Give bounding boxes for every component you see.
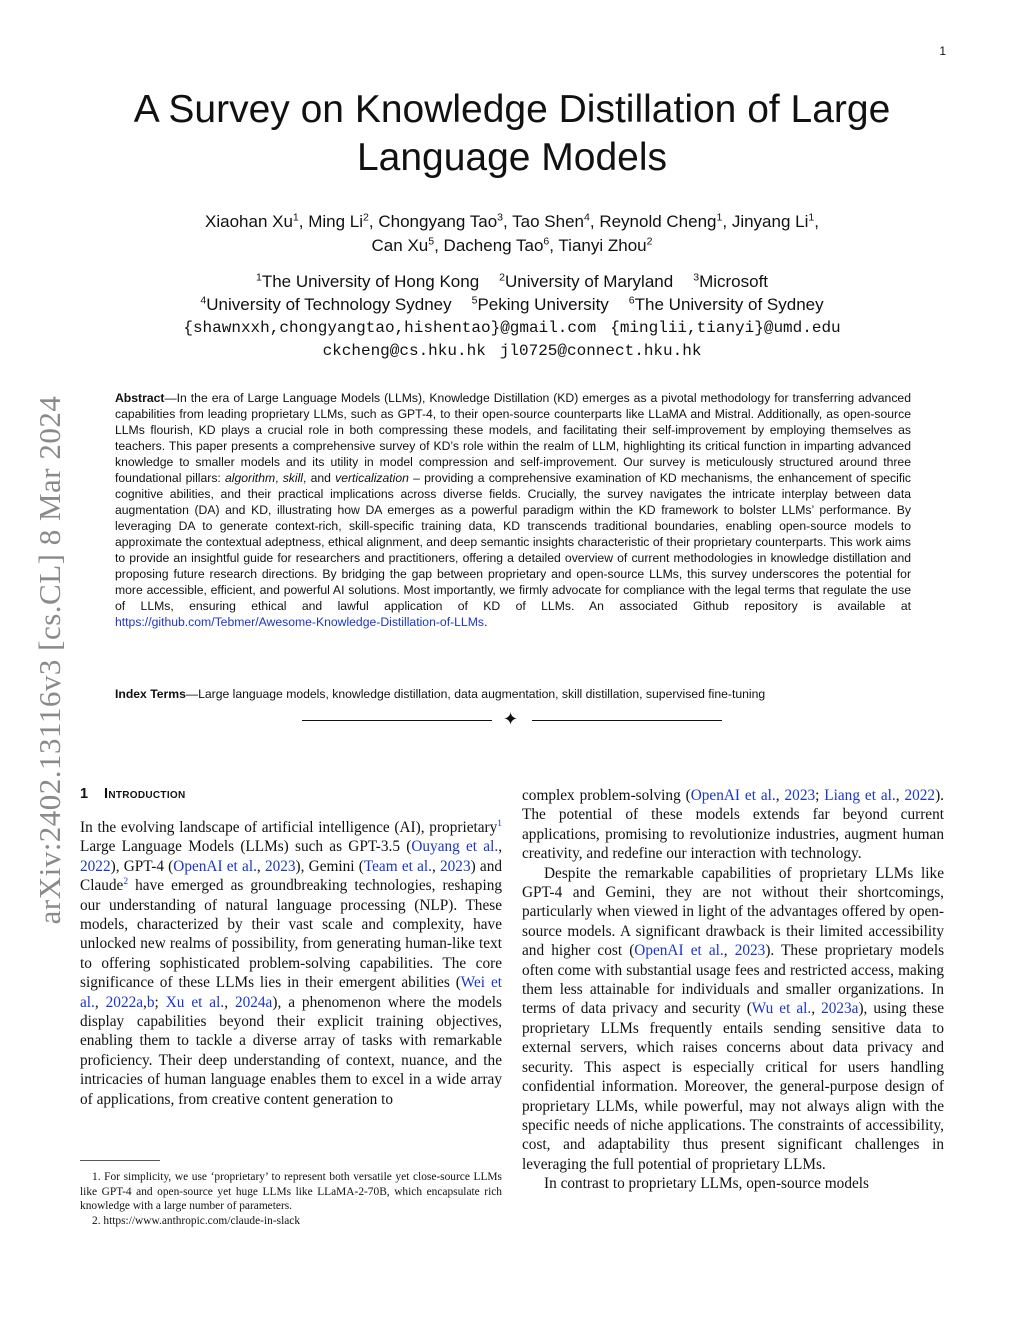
author-name: Ming Li: [308, 212, 364, 231]
affiliation-line-1: [80, 272, 944, 292]
citation-link[interactable]: 2023: [734, 942, 766, 960]
author-affiliation-mark: 4: [584, 211, 590, 224]
affiliation-name: Microsoft: [699, 272, 769, 291]
citation-link[interactable]: 2023: [264, 857, 296, 875]
email-line-2: [80, 342, 944, 360]
arxiv-stamp-text: arXiv:2402.13116v3 [cs.CL] 8 Mar 2024: [32, 395, 67, 925]
paragraph: [522, 1174, 944, 1193]
section-divider: [302, 709, 722, 729]
page-number: 1: [939, 44, 946, 58]
footnote-ref[interactable]: 1: [497, 818, 502, 829]
pillar-term: verticalization: [335, 471, 409, 485]
citation-link[interactable]: 2023: [784, 787, 816, 804]
abstract-text: – providing a comprehensive examination of KD mechanisms, the enhancement of specific cognitive abilities, and their practical implications across diverse fields. Crucially, the survey navigates the intricate interplay between data augmentation (DA) and KD, illustrating how DA emerges as a powerful paradigm within the KD framework to bolster LLMs’ performance. By leveraging DA to generate context-rich, skill-specific training data, KD transcends traditional boundaries, enabling open-source models to approximate the contextual adeptness, ethical alignment, and deep semantic insights characteristic of their proprietary counterparts. This work aims to provide an insightful guide for researchers and practitioners, offering a detailed overview of current methodologies in knowledge distillation and proposing future research directions. By bridging the gap between proprietary and open-source LLMs, this survey underscores the potential for more accessible, efficient, and powerful AI solutions. Most importantly, we firmly advocate for compliance with the legal terms that regulate the use of LLMs, ensuring ethical and lawful application of KD of LLMs. An associated Github repository is available at: [115, 471, 912, 613]
citation-link[interactable]: 2023a: [821, 1000, 859, 1018]
author-name: Reynold Cheng: [599, 212, 717, 231]
author-name: Can Xu: [371, 236, 429, 255]
body-text: ,: [895, 787, 905, 804]
citation-link[interactable]: 2022: [80, 857, 111, 875]
citation-link[interactable]: 2023: [440, 857, 471, 875]
author-name: Chongyang Tao: [378, 212, 498, 231]
author-affiliation-mark: 1: [808, 211, 815, 224]
citation-link[interactable]: Team et al.: [363, 857, 432, 875]
affiliation-name: The University of Sydney: [634, 295, 824, 314]
citation-link[interactable]: OpenAI et al.: [690, 787, 776, 804]
abstract-text: , and: [303, 471, 336, 485]
pillar-term: algorithm: [225, 471, 276, 485]
body-text: Large Language Models (LLMs) such as GPT-3.5 (: [80, 838, 412, 856]
body-text: have emerged as groundbreaking technologies, reshaping our understanding of natural language processing (NLP). These models, characterized by their vast scale and complexity, have unlocked new realms of possibility, from generating human-like text to offering sophisticated problem-solving capabilities. The core significance of these LLMs lies in their emergent abilities (: [80, 877, 502, 992]
body-text: ,: [723, 942, 735, 960]
paragraph: [80, 818, 502, 1109]
footnote: 2. https://www.anthropic.com/claude-in-slack: [92, 1214, 301, 1227]
footnote-ref[interactable]: 2: [123, 877, 129, 888]
citation-link[interactable]: 2022a: [105, 993, 144, 1011]
citation-link[interactable]: 2024a: [234, 993, 273, 1011]
paragraph: [522, 786, 944, 864]
body-text: ,: [775, 787, 785, 804]
affiliation-name: University of Maryland: [505, 272, 674, 291]
email-address: jl0725@connect.hku.hk: [499, 342, 702, 360]
citation-link[interactable]: OpenAI et al.: [173, 857, 257, 875]
abstract-text: ,: [275, 471, 283, 485]
author-affiliation-mark: 3: [497, 211, 504, 224]
author-name: Xiaohan Xu: [205, 212, 293, 231]
body-text: ,: [256, 857, 265, 875]
email-address: ckcheng@cs.hku.hk: [322, 342, 486, 360]
citation-link[interactable]: 2022: [904, 787, 936, 804]
abstract-label: Abstract: [115, 391, 165, 405]
citation-link[interactable]: Wu et al.: [751, 1000, 812, 1018]
citation-link[interactable]: Liang et al.: [824, 787, 896, 804]
body-text: ,: [224, 993, 235, 1011]
affiliation-name: University of Technology Sydney: [206, 295, 452, 314]
affiliation-number: 5: [471, 294, 478, 307]
affiliation-number: 3: [693, 271, 700, 284]
affiliation-number: 6: [628, 294, 635, 307]
author-line-1: Xiaohan Xu$^1$, Ming Li$^2$, Chongyang Tao$^3$, Tao Shen$^4$, Reynold Cheng$^1$, Jinyang Li$^1$,: [205, 211, 819, 231]
body-text: ), Gemini (: [295, 857, 364, 875]
affiliation-number: 4: [200, 294, 207, 307]
affiliation-number: 1: [255, 271, 262, 284]
github-repo-link[interactable]: https://github.com/Tebmer/Awesome-Knowledge-Distillation-of-LLMs: [115, 615, 484, 629]
body-text: ;: [815, 787, 825, 804]
affiliation-line-2: [80, 295, 944, 315]
author-affiliation-mark: 6: [543, 235, 550, 248]
body-text: ,: [498, 838, 503, 856]
citation-link[interactable]: OpenAI et al.: [634, 942, 724, 960]
section-number: 1: [80, 786, 89, 802]
citation-link[interactable]: b: [146, 993, 155, 1011]
section-heading: [80, 786, 186, 802]
affiliation-number: 2: [499, 271, 506, 284]
divider-line: [302, 720, 492, 721]
body-text: ), GPT-4 (: [110, 857, 174, 875]
body-text: ;: [154, 993, 166, 1011]
affiliation-name: The University of Hong Kong: [261, 272, 480, 291]
author-affiliation-mark: 5: [428, 235, 435, 248]
body-text: In the evolving landscape of artificial intelligence (AI), proprietary: [80, 819, 498, 836]
author-name: Tianyi Zhou: [558, 236, 647, 255]
right-column: [522, 786, 944, 1194]
abstract: [115, 390, 911, 630]
diamond-ornament-icon: ✦: [503, 709, 519, 729]
author-affiliation-mark: 1: [716, 211, 723, 224]
arxiv-stamp: [30, 360, 70, 960]
citation-link[interactable]: Wei et al.: [80, 974, 502, 1011]
index-terms-label: Index Terms: [115, 687, 186, 701]
email-group: {shawnxxh,chongyangtao,hishentao}@gmail.com: [183, 319, 597, 337]
pillar-term: skill: [282, 471, 304, 485]
body-text: ), a phenomenon where the models display capabilities beyond their explicit training objectives, enabling them to tackle a diverse array of tasks with remarkable proficiency. Their deep understanding of context, nuance, and the intricacies of human language enables them to excel in a wide array of applications, from creative content generation to: [80, 993, 502, 1108]
footnotes: [80, 1170, 502, 1228]
paragraph: [522, 864, 944, 1175]
body-text: In contrast to proprietary LLMs, open-source models: [544, 1175, 869, 1193]
body-text: ). The potential of these models extends far beyond current applications, promising to revolutionize industries, augment human creativity, and redefine our interaction with technology.: [522, 787, 944, 863]
body-text: ). These proprietary models often come with substantial usage fees and restricted access, making them less attainable for individuals and smaller organizations. In terms of data privacy and security (: [522, 942, 945, 1018]
body-text: ), using these proprietary LLMs frequently entails sending sensitive data to external servers, which raises concerns about data privacy and security. This aspect is especially critical for users handling confidential information. Moreover, the general-purpose design of proprietary LLMs, while powerful, may not always align with the specific needs of niche applications. The constraints of accessibility, cost, and adaptability thus present significant challenges in leveraging the full potential of proprietary LLMs.: [522, 1000, 944, 1173]
email-line-1: [80, 319, 944, 337]
citation-link[interactable]: Ouyang et al.: [411, 838, 499, 856]
paper-title: A Survey on Knowledge Distillation of Large Language Models: [133, 88, 891, 179]
divider-line: [532, 720, 722, 721]
author-affiliation-mark: 2: [646, 235, 653, 248]
affiliation-name: Peking University: [477, 295, 609, 314]
author-name: Jinyang Li: [731, 212, 809, 231]
body-text: ,: [143, 993, 147, 1011]
author-name: Dacheng Tao: [443, 236, 544, 255]
body-text: ,: [811, 1000, 822, 1018]
body-text: ) and Claude: [80, 857, 502, 895]
author-affiliation-mark: 2: [363, 211, 369, 224]
body-text: ,: [94, 993, 106, 1011]
index-terms: [115, 686, 911, 702]
section-title: Introduction: [104, 786, 186, 802]
footnote-rule: [80, 1160, 160, 1161]
left-column: [80, 818, 502, 1109]
author-affiliation-mark: 1: [292, 211, 299, 224]
author-line-2: Can Xu$^5$, Dacheng Tao$^6$, Tianyi Zhou$^2$: [371, 235, 653, 255]
index-terms-text: —Large language models, knowledge distillation, data augmentation, skill distillation, supervised fine-tuning: [185, 687, 766, 701]
footnote: 1. For simplicity, we use ‘proprietary’ to represent both versatile yet close-source LLMs like GPT-4 and open-source yet huge LLMs like LLaMA-2-70B, which encapsulate rich knowledge with a large number of parameters.: [80, 1171, 502, 1212]
author-name: Tao Shen: [512, 212, 584, 231]
abstract-text: —In the era of Large Language Models (LLMs), Knowledge Distillation (KD) emerges as a pivotal methodology for transferring advanced capabilities from leading proprietary LLMs, such as GPT-4, to their open-source counterparts like LLaMA and Mistral. Additionally, as open-source LLMs flourish, KD plays a crucial role in both compressing these models, and facilitating their self-improvement by employing themselves as teachers. This paper presents a comprehensive survey of KD’s role within the realm of LLM, highlighting its critical function in imparting advanced knowledge to smaller models and its utility in model compression and self-improvement. Our survey is meticulously structured around three foundational pillars:: [115, 391, 911, 485]
abstract-text: .: [483, 615, 488, 629]
body-text: Despite the remarkable capabilities of proprietary LLMs like GPT-4 and Gemini, they are not without their shortcomings, particularly when viewed in light of the advantages offered by open-source models. A significant drawback is their limited accessibility and higher cost (: [522, 864, 944, 960]
body-text: ,: [431, 857, 440, 875]
body-text: complex problem-solving (: [522, 787, 691, 804]
email-group: {minglii,tianyi}@umd.edu: [610, 319, 841, 337]
citation-link[interactable]: Xu et al.: [165, 993, 225, 1011]
